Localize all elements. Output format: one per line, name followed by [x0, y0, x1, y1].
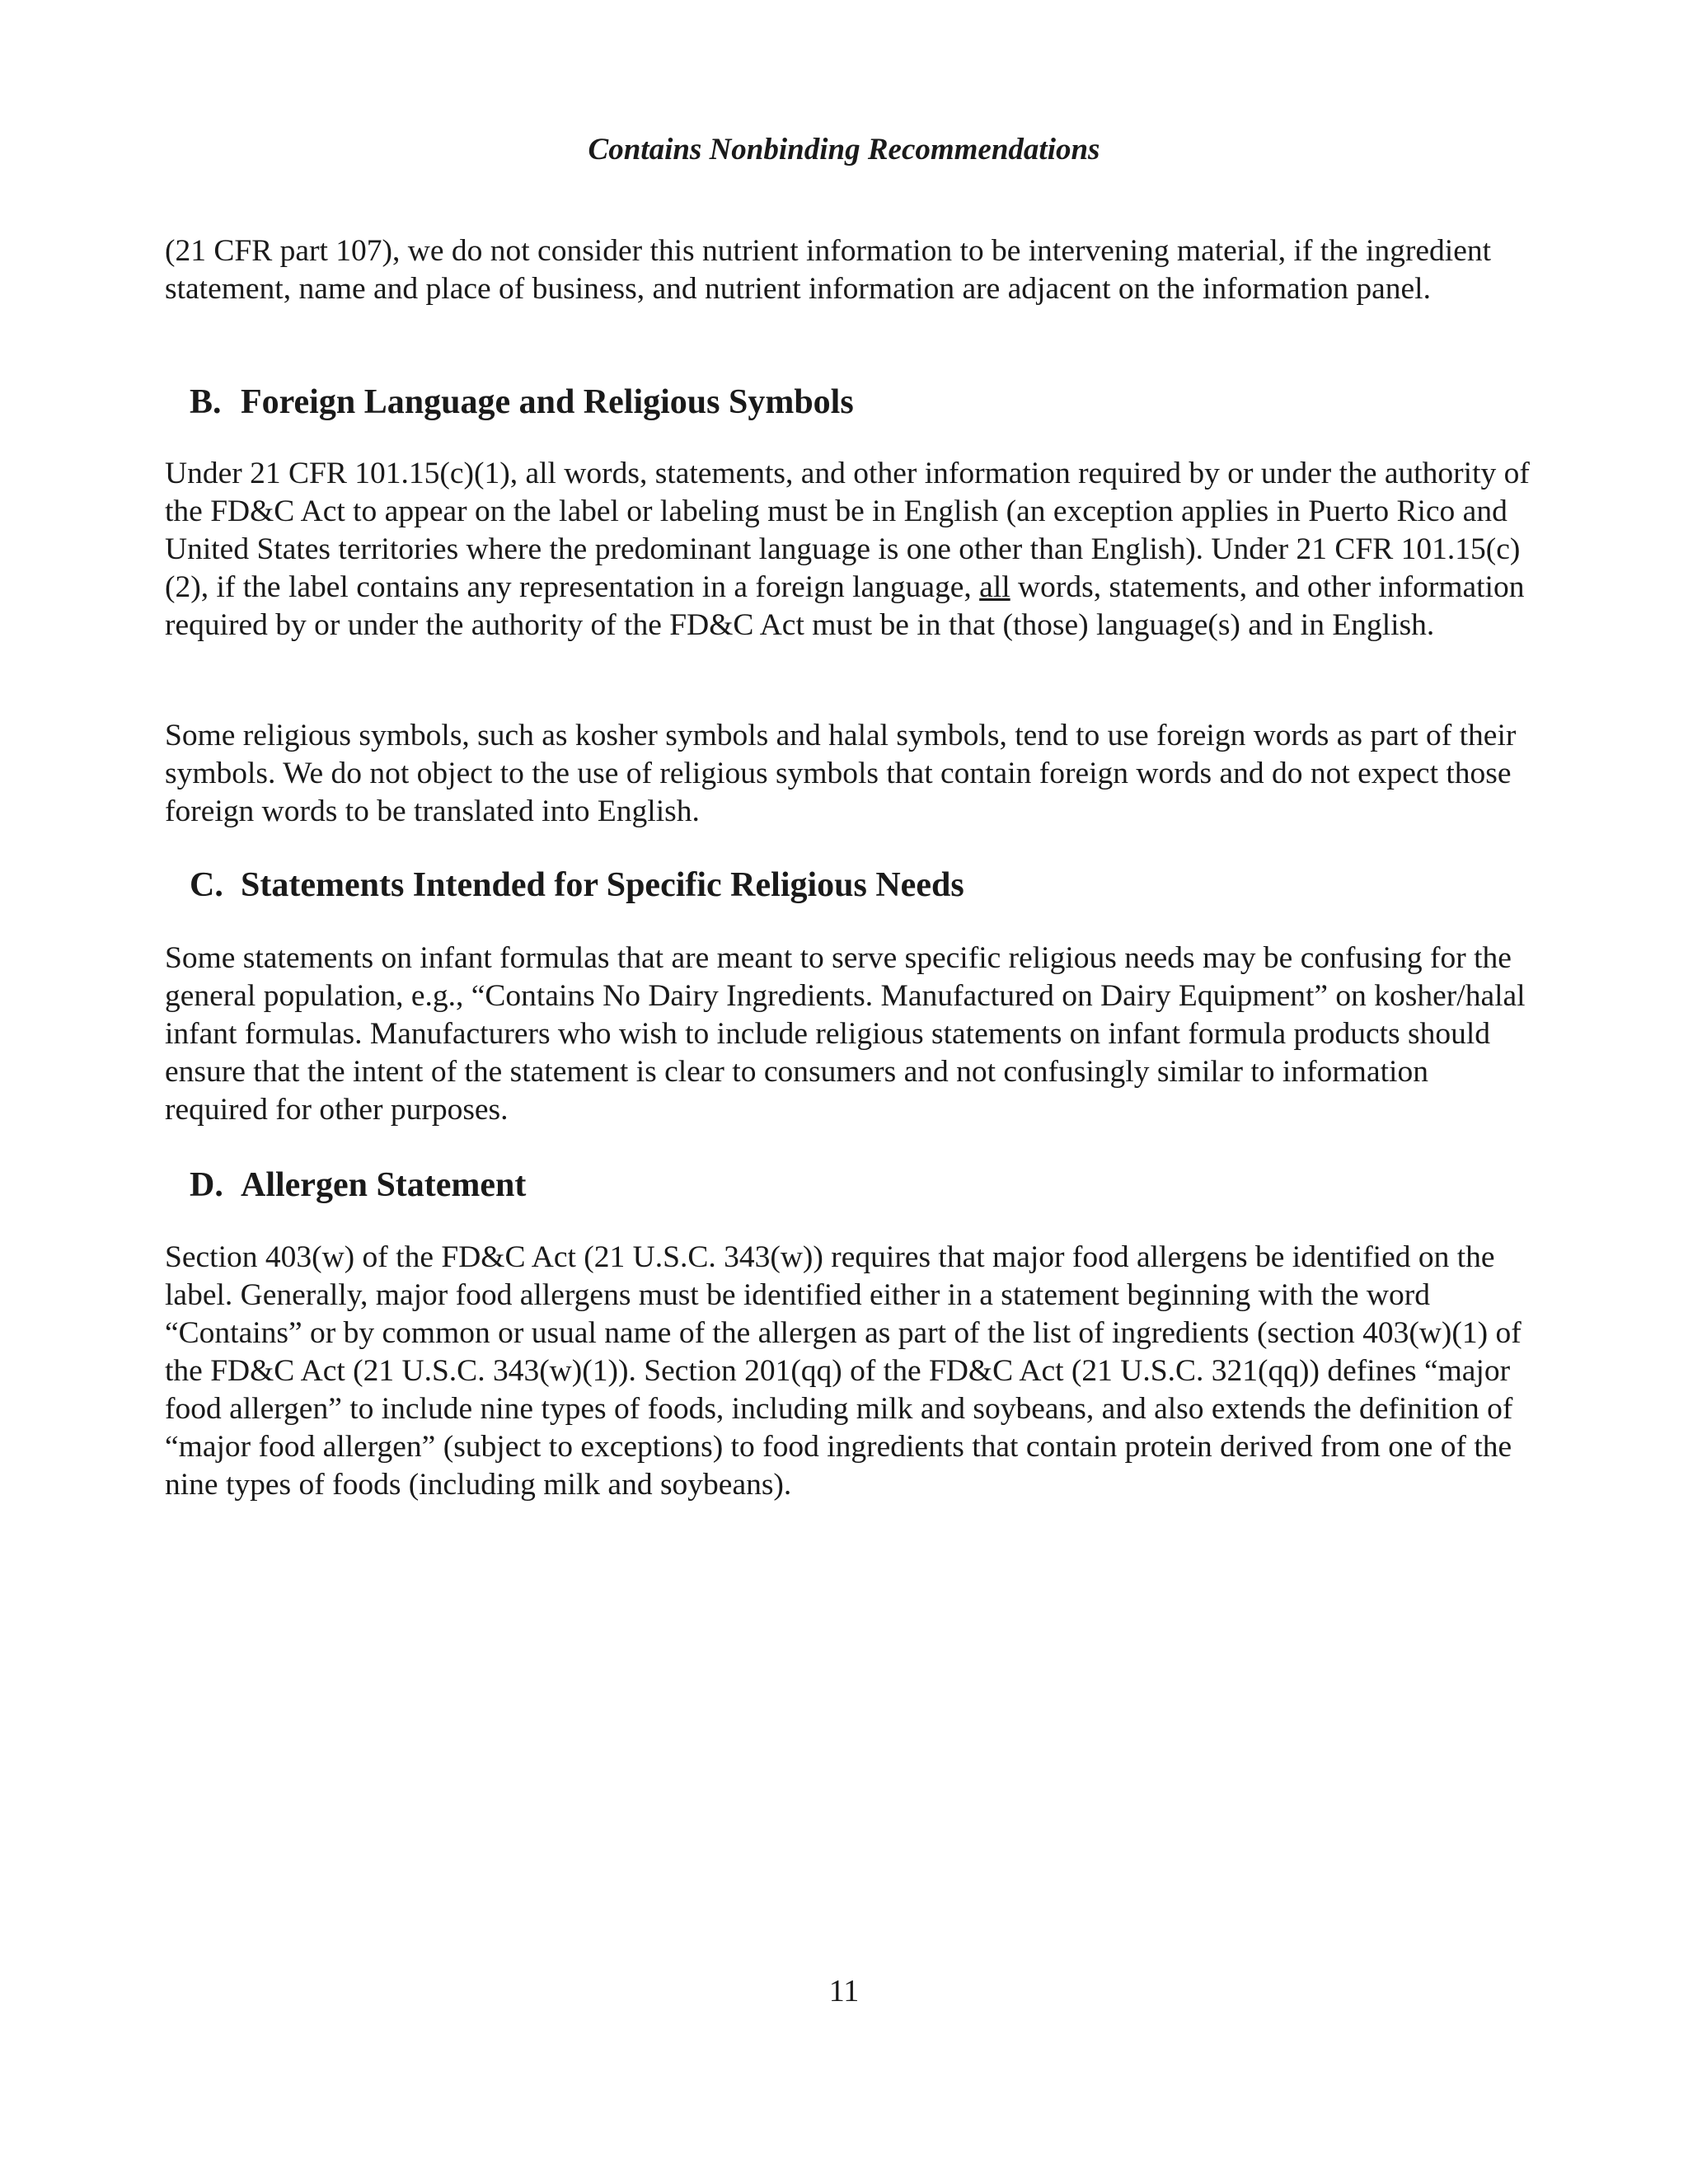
section-title: Statements Intended for Specific Religious Needs	[241, 866, 964, 904]
section-letter: C.	[190, 866, 223, 904]
section-heading-c	[190, 864, 964, 907]
page-header: Contains Nonbinding Recommendations	[588, 133, 1100, 166]
section-heading-b	[190, 381, 854, 424]
underlined-text: all	[979, 570, 1010, 604]
intro-paragraph: (21 CFR part 107), we do not consider this nutrient information to be intervening material, if the ingredient statement, name and place of business, and nutrient information are adjacent on the information panel.	[165, 234, 1492, 306]
section-title: Foreign Language and Religious Symbols	[241, 383, 854, 421]
paragraph-text: words, statements, and other information required by or under the authority of the FD&C Act must be in that (those) language(s) and in English.	[165, 570, 1525, 642]
page-number: 11	[828, 1974, 860, 2008]
section-heading-d	[190, 1164, 526, 1207]
section-b-paragraph-1	[165, 455, 1533, 644]
section-title: Allergen Statement	[241, 1166, 527, 1204]
section-letter: B.	[190, 383, 222, 421]
section-b-paragraph-2: Some religious symbols, such as kosher symbols and halal symbols, tend to use foreign words as part of their symbols. We do not object to the use of religious symbols that contain foreign words and do not expect those foreign words to be translated into English.	[165, 719, 1517, 828]
section-letter: D.	[190, 1166, 223, 1204]
section-d-paragraph-1: Section 403(w) of the FD&C Act (21 U.S.C. 343(w)) requires that major food allergens be identified on the label. Generally, major food allergens must be identified either in a statement beginning with the word “Contains” or by common or usual name of the allergen as part of the list of ingredients (section 403(w)(1) of the FD&C Act (21 U.S.C. 343(w)(1)). Section 201(qq) of the FD&C Act (21 U.S.C. 321(qq)) defines “major food allergen” to include nine types of foods, including milk and soybeans, and also extends the definition of “major food allergen” (subject to exceptions) to food ingredients that contain protein derived from one of the nine types of foods (including milk and soybeans).	[165, 1240, 1522, 1502]
paragraph-text: Under 21 CFR 101.15(c)(1), all words, statements, and other information required by or under the authority of the FD&C Act to appear on the label or labeling must be in English (an exception applies in Puerto Rico and United States territories where the predominant language is one other than English). Under 21 CFR 101.15(c)(2), if the label contains any representation in a foreign language,	[165, 457, 1530, 604]
section-c-paragraph-1: Some statements on infant formulas that are meant to serve specific religious needs may be confusing for the general population, e.g., “Contains No Dairy Ingredients. Manufactured on Dairy Equipment” on kosher/halal infant formulas. Manufacturers who wish to include religious statements on infant formula products should ensure that the intent of the statement is clear to consumers and not confusingly similar to information required for other purposes.	[165, 941, 1526, 1127]
